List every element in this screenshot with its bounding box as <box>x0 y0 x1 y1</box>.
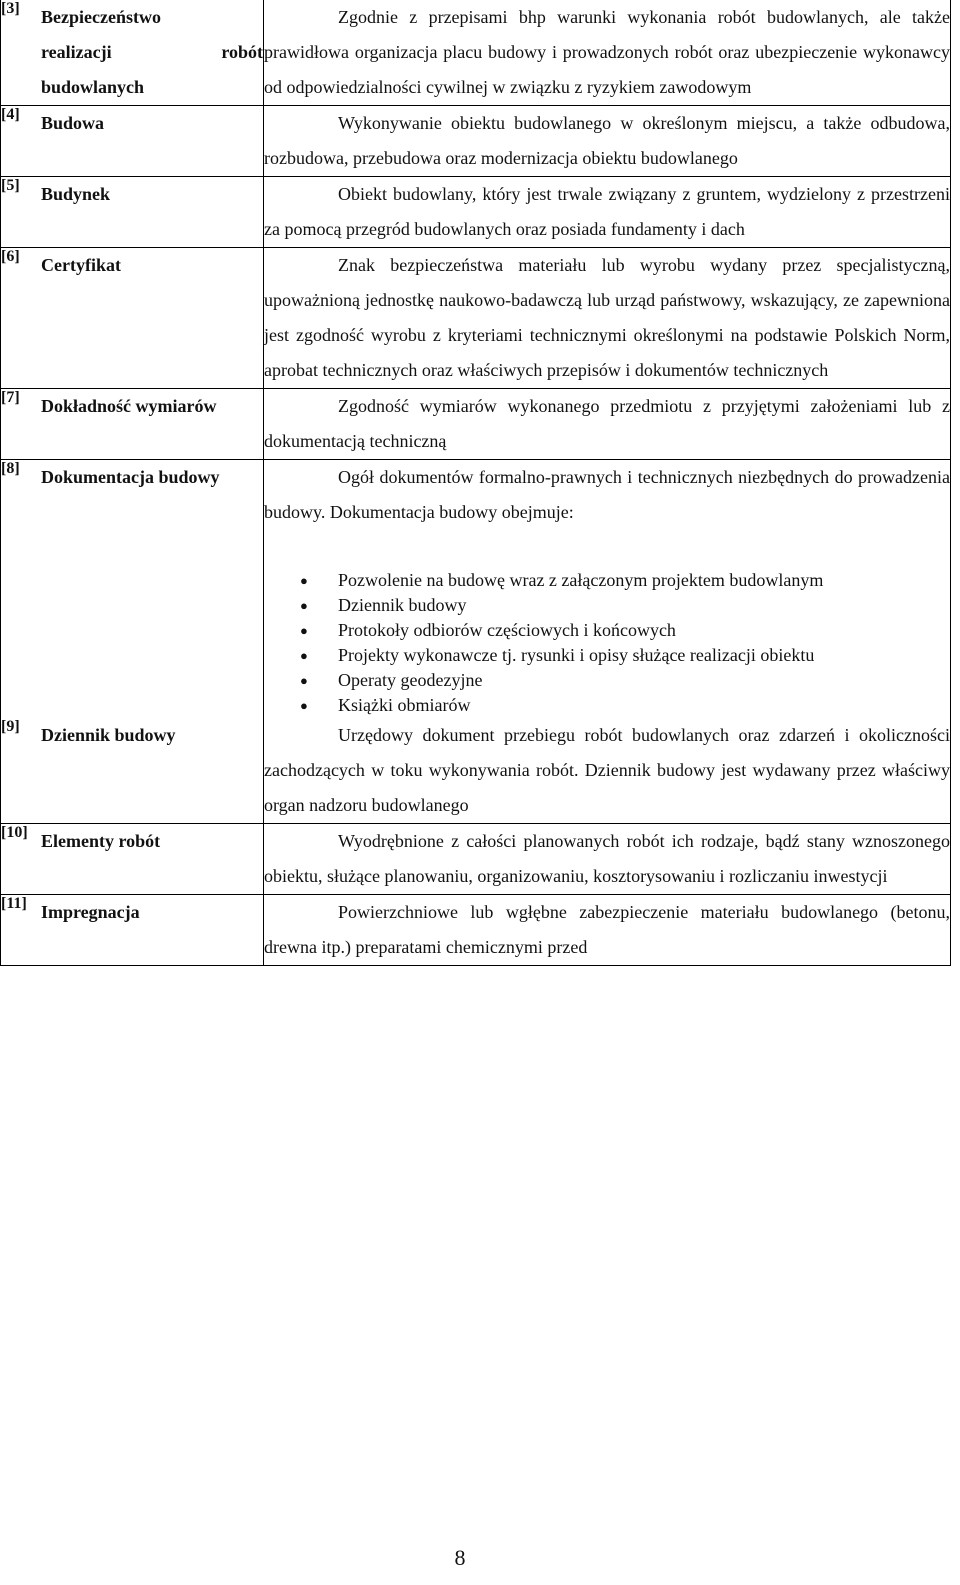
entry-term: Dziennik budowy <box>41 718 264 824</box>
list-item: ● Pozwolenie na budowę wraz z załączonym projektem budowlanym <box>338 568 950 593</box>
glossary-row-3 <box>1 0 951 106</box>
entry-number: [5] <box>1 177 42 248</box>
glossary-row-10 <box>1 824 951 895</box>
entry-definition: Ogół dokumentów formalno-prawnych i technicznych niezbędnych do prowadzenia budowy. Dokumentacja budowy obejmuje: ● Pozwolenie na budowę wraz z załączonym projektem budowlanym ● Dziennik budowy ● Protokoły odbiorów częściowych i końcowych ● Projekty wykonawcze tj. rysunki i opisy służące realizacji obiektu ● Operaty geodezyjne ● Książki obmiarów <box>264 460 951 719</box>
glossary-row-6 <box>1 248 951 389</box>
list-item: ● Projekty wykonawcze tj. rysunki i opisy służące realizacji obiektu <box>338 643 950 668</box>
list-item: ● Protokoły odbiorów częściowych i końcowych <box>338 618 950 643</box>
glossary-row-11 <box>1 895 951 966</box>
entry-term: Impregnacja <box>41 895 264 966</box>
list-item: ● Dziennik budowy <box>338 593 950 618</box>
glossary-row-4 <box>1 106 951 177</box>
page-number: 8 <box>454 1545 466 1570</box>
term-line: budowlanych <box>41 77 145 97</box>
entry-term: Dokumentacja budowy <box>41 467 220 487</box>
entry-number: [8] <box>1 460 42 719</box>
entry-definition: Wykonywanie obiektu budowlanego w określonym miejscu, a także odbudowa, rozbudowa, przebudowa oraz modernizacja obiektu budowlanego <box>264 106 951 177</box>
entry-definition: Obiekt budowlany, który jest trwale związany z gruntem, wydzielony z przestrzeni za pomocą przegród budowlanych oraz posiada fundamenty i dach <box>264 177 951 248</box>
list-item: ● Książki obmiarów <box>338 693 950 718</box>
glossary-row-9 <box>1 718 951 824</box>
entry-term: Budynek <box>41 177 264 248</box>
documentation-list <box>264 568 950 718</box>
term-line: Bezpieczeństwo <box>41 7 161 27</box>
entry-number: [10] <box>1 824 42 895</box>
entry-number: [11] <box>1 895 42 966</box>
list-item: ● Operaty geodezyjne <box>338 668 950 693</box>
entry-definition: Zgodność wymiarów wykonanego przedmiotu z przyjętymi założeniami lub z dokumentacją techniczną <box>264 389 951 460</box>
entry-term <box>41 0 264 106</box>
entry-term: Budowa <box>41 106 264 177</box>
entry-number: [7] <box>1 389 42 460</box>
entry-definition: Zgodnie z przepisami bhp warunki wykonania robót budowlanych, ale także prawidłowa organizacja placu budowy i prowadzonych robót oraz ubezpieczenie wykonawcy od odpowiedzialności cywilnej w związku z ryzykiem zawodowym <box>264 0 951 106</box>
entry-term: Certyfikat <box>41 248 264 389</box>
entry-number: [6] <box>1 248 42 389</box>
entry-definition: Wyodrębnione z całości planowanych robót ich rodzaje, bądź stany wznoszonego obiektu, służące planowaniu, organizowaniu, kosztorysowaniu i rozliczaniu inwestycji <box>264 824 951 895</box>
entry-number: [4] <box>1 106 42 177</box>
glossary-row-5 <box>1 177 951 248</box>
entry-number: [3] <box>1 0 42 106</box>
entry-term: Dokładność wymiarów <box>41 389 264 460</box>
term-line: realizacji robót <box>41 42 263 62</box>
glossary-row-7 <box>1 389 951 460</box>
entry-definition: Powierzchniowe lub wgłębne zabezpieczenie materiału budowlanego (betonu, drewna itp.) preparatami chemicznymi przed <box>264 895 951 966</box>
entry-term: Elementy robót <box>41 824 264 895</box>
glossary-row-8 <box>1 460 951 719</box>
entry-number: [9] <box>1 718 42 824</box>
entry-definition: Urzędowy dokument przebiegu robót budowlanych oraz zdarzeń i okoliczności zachodzących w toku wykonywania robót. Dziennik budowy jest wydawany przez właściwy organ nadzoru budowlanego <box>264 718 951 824</box>
entry-definition: Znak bezpieczeństwa materiału lub wyrobu wydany przez specjalistyczną, upoważnioną jednostkę naukowo-badawczą lub urząd państwowy, wskazujący, ze zapewniona jest zgodność wyrobu z kryteriami technicznymi określonymi na podstawie Polskich Norm, aprobat technicznych oraz właściwych przepisów i dokumentów technicznych <box>264 248 951 389</box>
